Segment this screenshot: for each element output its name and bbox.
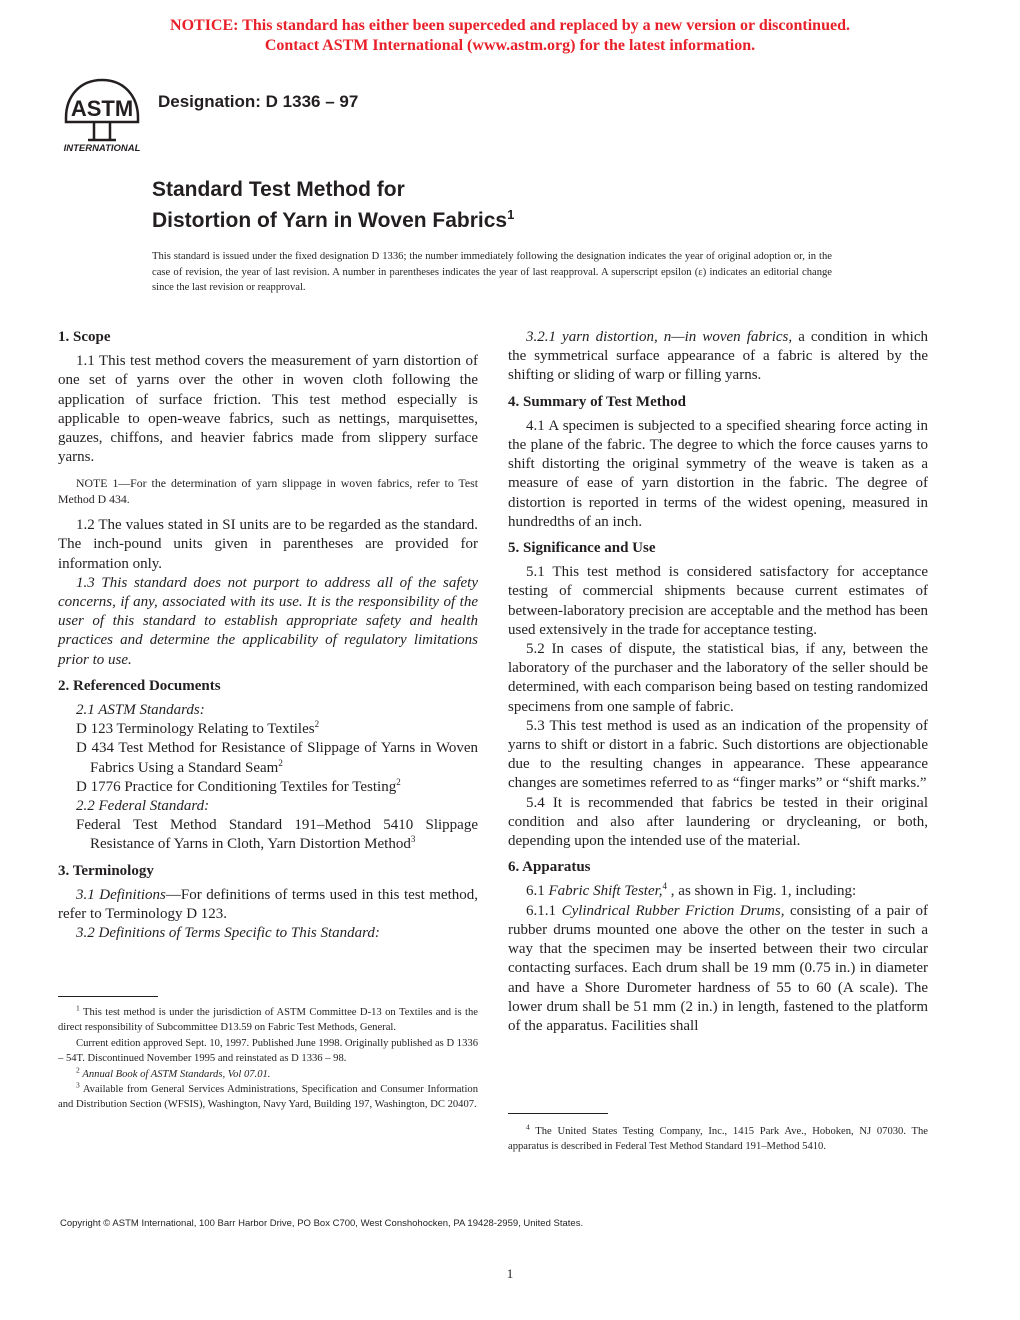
footnote-2: $^2$ Annual Book of ASTM Standards, Vol 07.01. — [76, 1065, 271, 1080]
para-3-2: 3.2 Definitions of Terms Specific to This Standard: — [76, 925, 380, 942]
title-line-2: Distortion of Yarn in Woven Fabrics — [152, 209, 508, 232]
astm-logo-icon — [58, 78, 146, 154]
astm-logo — [58, 78, 146, 154]
para-3-1: 3.1 Definitions—For definitions of terms used in this test method, refer to Terminology D 123. — [58, 886, 478, 923]
para-3-2-1: 3.2.1 yarn distortion, n—in woven fabrics, a condition in which the symmetrical surface appearance of a fabric is altered by the shifting or sliding of warp or filling yarns. — [508, 329, 928, 384]
section-4-heading: 4. Summary of Test Method — [508, 393, 686, 410]
para-2-1: 2.1 ASTM Standards: — [76, 702, 205, 719]
document-title — [152, 177, 514, 233]
footnote-4: $^4$ The United States Testing Company, Inc., 1415 Park Ave., Hoboken, NJ 07030. The apparatus is described in Federal Test Method Standard 191–Method 5410. — [508, 1122, 928, 1153]
footnote-1b: Current edition approved Sept. 10, 1997. Published June 1998. Originally published as D 1336 – 54T. Discontinued November 1995 and reinstated as D 1336 – 98. — [58, 1037, 478, 1065]
left-column — [58, 328, 478, 944]
section-1-heading: 1. Scope — [58, 329, 111, 345]
ref-d1776: D 1776 Practice for Conditioning Textiles for Testing$^2$ — [76, 776, 401, 795]
ref-d434: D 434 Test Method for Resistance of Slippage of Yarns in Woven Fabrics Using a Standard Seam$^2$ — [76, 740, 478, 776]
title-line-1: Standard Test Method for — [152, 178, 405, 201]
para-6-1: 6.1 Fabric Shift Tester,$^4$ , as shown in Fig. 1, including: — [526, 881, 857, 900]
para-4-1: 4.1 A specimen is subjected to a specified shearing force acting in the plane of the fabric. The degree to which the force causes yarns to shift distorting the original symmetry of the weave is taken as a measure of ease of yarn distortion in the fabric. The degree of distortion is reported in terms of the widest opening, measured in hundredths of an inch. — [508, 417, 928, 530]
right-column — [508, 328, 928, 1036]
right-footnotes — [508, 1124, 928, 1155]
section-6-heading: 6. Apparatus — [508, 859, 591, 876]
para-1-1: 1.1 This test method covers the measurement of yarn distortion of one set of yarns over the other in woven cloth following the application of surface friction. This test method especially is applicable to open-weave fabrics, such as nettings, marquisettes, gauzes, chiffons, and heavier fabrics made from slippery surface yarns. — [58, 353, 478, 466]
ref-federal: Federal Test Method Standard 191–Method 5410 Slippage Resistance of Yarns in Cloth, Yarn Distortion Method$^3$ — [76, 817, 478, 853]
right-footnote-rule — [508, 1113, 608, 1114]
note-1: NOTE 1—For the determination of yarn slippage in woven fabrics, refer to Test Method D 434. — [58, 476, 478, 506]
page-number: 1 — [506, 1266, 514, 1281]
logo-letters: ASTM — [70, 96, 134, 121]
section-2-heading: 2. Referenced Documents — [58, 677, 221, 694]
para-5-4: 5.4 It is recommended that fabrics be tested in their original condition and also after laundering or drycleaning, or both, depending upon the intended use of the material. — [508, 794, 928, 850]
para-2-2: 2.2 Federal Standard: — [76, 798, 210, 815]
left-footnote-rule — [58, 996, 158, 997]
para-5-2: 5.2 In cases of dispute, the statistical bias, if any, between the laboratory of the purchaser and the laboratory of the seller should be determined, with each comparison being based on testing randomized specimens from one sample of fabric. — [508, 641, 928, 715]
footnote-3: $^3$ Available from General Services Administrations, Specification and Consumer Information and Distribution Section (WFSIS), Washington, Navy Yard, Building 197, Washington, DC 20407. — [58, 1080, 478, 1111]
section-5-heading: 5. Significance and Use — [508, 540, 656, 557]
notice-line-2: Contact ASTM International (www.astm.org) for the latest information. — [264, 37, 756, 54]
ref-d123: D 123 Terminology Relating to Textiles$^2$ — [76, 719, 320, 738]
logo-label: INTERNATIONAL — [63, 143, 141, 154]
intro-paragraph: This standard is issued under the fixed designation D 1336; the number immediately following the designation indicates the year of original adoption or, in the case of revision, the year of last revision. A number in parentheses indicates the year of last reapproval. A superscript epsilon (ε) indicates an editorial change since the last revision or reapproval. — [152, 251, 832, 294]
para-5-1: 5.1 This test method is considered satisfactory for acceptance testing of commercial shipments because current estimates of between-laboratory precision are acceptable and the method has been used extensively in the trade for acceptance testing. — [508, 564, 928, 638]
para-1-2: 1.2 The values stated in SI units are to be regarded as the standard. The inch-pound units given in parentheses are provided for information only. — [58, 517, 478, 572]
title-footnote-mark: 1 — [507, 207, 515, 222]
left-footnotes — [58, 1005, 478, 1113]
para-5-3: 5.3 This test method is used as an indication of the propensity of yarns to shift or distort in a fabric. Such distortions are objectionable due to the resulting changes in appearance. These appearance changes are sometimes referred to as “finger marks” or “shift marks.” — [508, 717, 928, 792]
copyright-line: Copyright © ASTM International, 100 Barr Harbor Drive, PO Box C700, West Conshohocken, PA 19428-2959, United States. — [60, 1218, 584, 1229]
designation: Designation: D 1336 – 97 — [158, 92, 359, 111]
notice-banner — [0, 16, 1020, 56]
footnote-1: $^1$ This test method is under the jurisdiction of ASTM Committee D-13 on Textiles and is the direct responsibility of Subcommittee D13.59 on Fabric Test Methods, General. — [58, 1003, 478, 1034]
para-6-1-1: 6.1.1 Cylindrical Rubber Friction Drums, consisting of a pair of rubber drums mounted one above the other on the tester in such a way that the specimen may be inserted between their two circular contacting surfaces. Each drum shall be 19 mm (0.75 in.) in diameter and have a Shore Durometer hardness of 55 to 60 (A scale). The lower drum shall be 51 mm (2 in.) in length, fastened to the platform of the apparatus. Facilities shall — [508, 902, 929, 1034]
notice-line-1: NOTICE: This standard has either been superceded and replaced by a new version or discontinued. — [170, 17, 850, 34]
section-3-heading: 3. Terminology — [58, 862, 154, 879]
para-1-3: 1.3 This standard does not purport to address all of the safety concerns, if any, associated with its use. It is the responsibility of the user of this standard to establish appropriate safety and health practices and determine the applicability of regulatory limitations prior to use. — [58, 574, 478, 668]
